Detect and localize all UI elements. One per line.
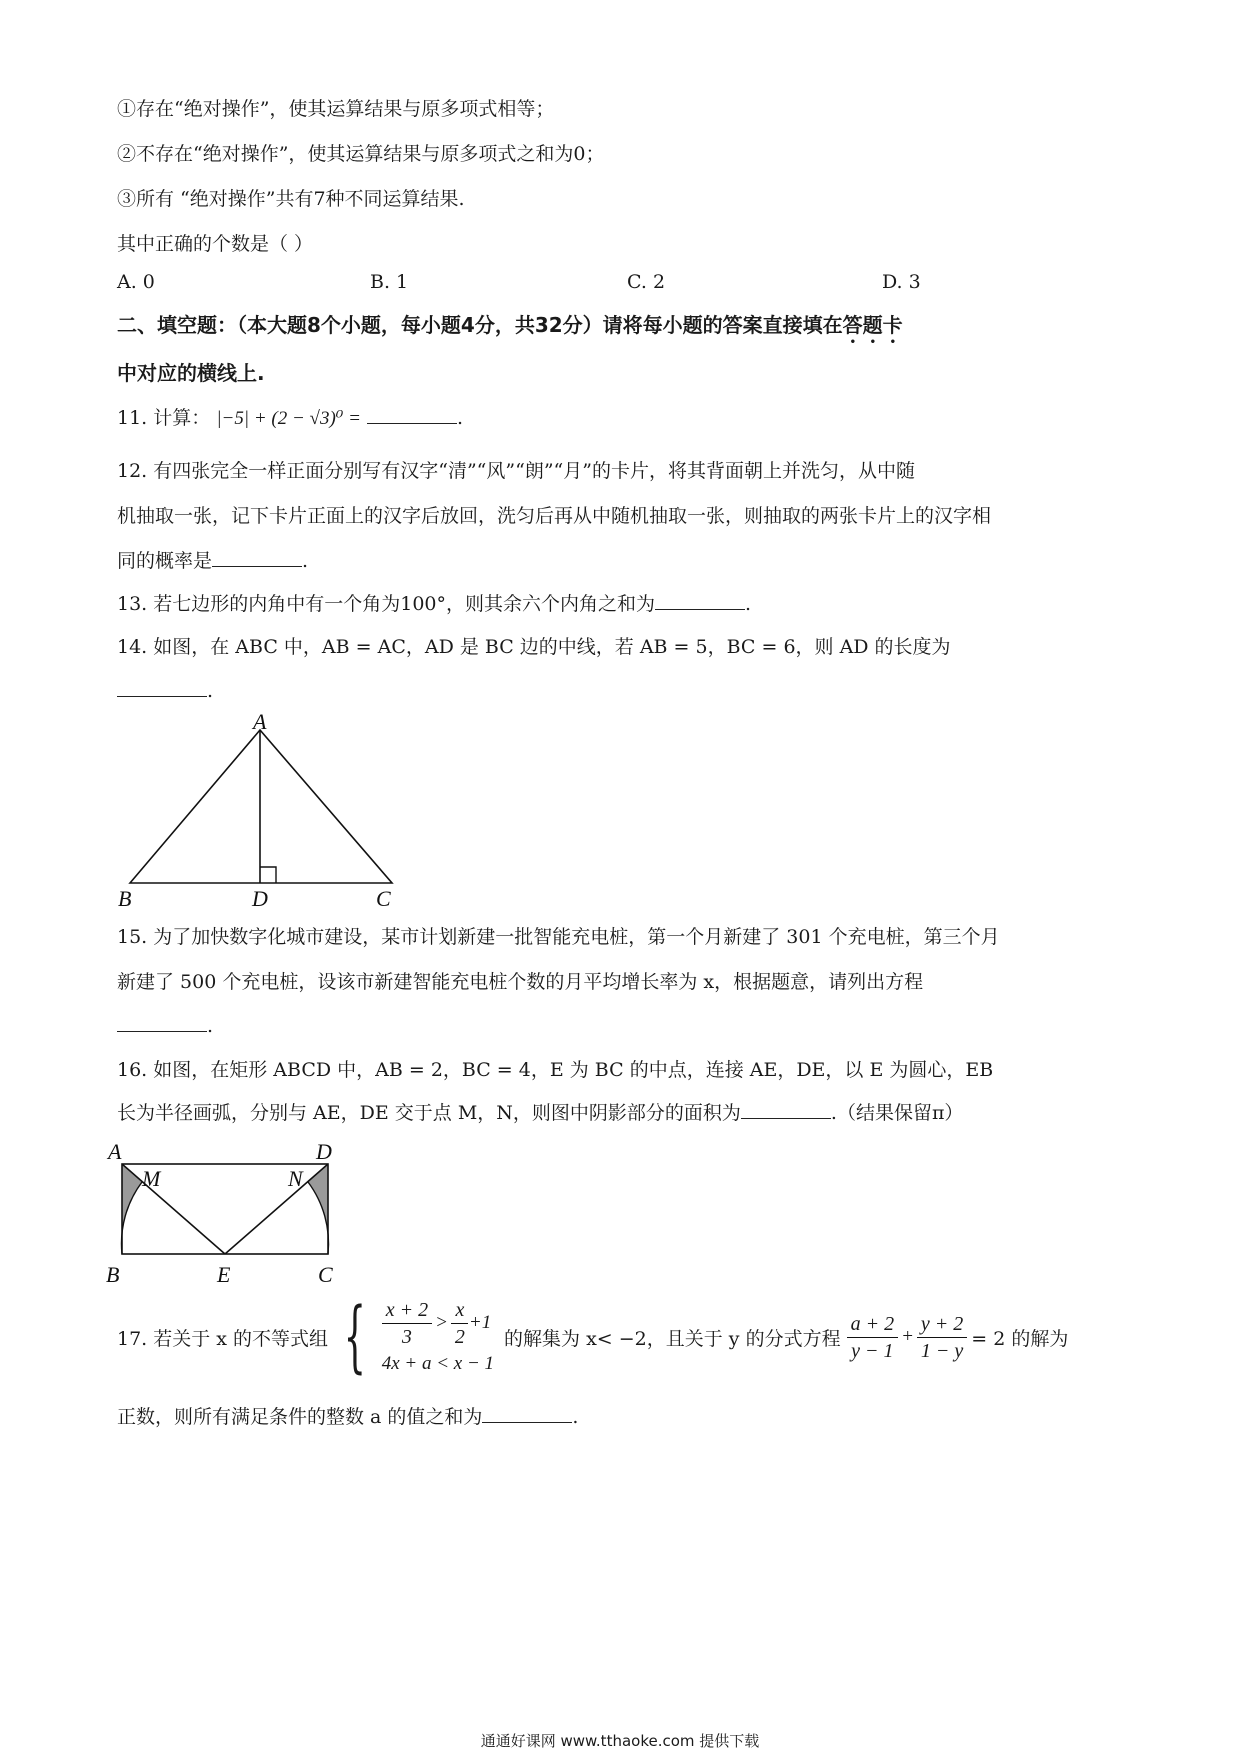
question-16-line1: 16. 如图，在矩形 ABCD 中，AB = 2，BC = 4，E 为 BC 的中点，连接 AE，DE，以 E 为圆心，EB [117,1059,994,1081]
inequality-system [382,1297,494,1378]
fraction [451,1297,469,1350]
section-heading-dotted: 答题卡 [842,313,903,337]
page-footer: 通通好课网 www.tthaoke.com 提供下载 [480,1732,760,1750]
shaded-region-left [121,1164,142,1254]
answer-blank [117,1013,207,1032]
statement-2: ②不存在“绝对操作”，使其运算结果与原多项式之和为0； [117,143,605,165]
q17-prefix: 17. 若关于 x 的不等式组 [117,1327,329,1350]
section-heading-main: 二、填空题：（本大题8个小题，每小题4分，共32分）请将每小题的答案直接填在 [117,313,843,337]
q11-expression: |−5| + (2 − √3)⁰ = [216,408,361,429]
question-15-line1: 15. 为了加快数字化城市建设，某市计划新建一批智能充电桩，第一个月新建了 301 个充电桩，第三个月 [117,926,1000,948]
question-16-line2 [117,1100,1123,1126]
system-brace: { [343,1292,367,1382]
question-12-line3 [117,548,1123,574]
question-17-line1 [117,1292,1068,1382]
question-12-line1: 12. 有四张完全一样正面分别写有汉字“清”“风”“朗”“月”的卡片，将其背面朝上并洗匀，从中随 [117,460,915,482]
fraction [382,1297,432,1350]
section-heading-line2 [117,360,1123,386]
statement-3: ③所有 “绝对操作”共有7种不同运算结果. [117,188,465,210]
label-c: C [318,1262,333,1287]
numerator: y + 2 [917,1311,967,1338]
section-heading-line2-text: 中对应的横线上 [117,361,257,385]
label-m: M [142,1166,161,1191]
q12-end: . [302,550,309,572]
question-12-line2: 机抽取一张，记下卡片正面上的汉字后放回，洗匀后再从中随机抽取一张，则抽取的两张卡片上的汉字相 [117,505,992,527]
q14-end: . [207,680,214,702]
label-b: B [106,1262,120,1287]
right-angle-mark [260,867,276,883]
denominator: 1 − y [920,1339,964,1362]
option-b: B. 1 [370,271,409,293]
answer-blank [367,405,457,424]
rectangle-figure [106,1134,346,1294]
triangle-abc [130,730,392,883]
plus-one: +1 [468,1312,492,1333]
answer-blank [655,591,745,610]
numerator: x + 2 [382,1297,432,1324]
label-c: C [376,886,391,911]
q15-end: . [207,1015,214,1037]
q17-line2-text: 正数，则所有满足条件的整数 a 的值之和为 [117,1406,483,1428]
question-prompt: 其中正确的个数是（ ） [117,233,314,255]
label-a: A [108,1139,122,1164]
answer-blank [117,678,207,697]
question-15-line3 [117,1013,1123,1039]
option-a: A. 0 [117,271,155,293]
denominator: 3 [401,1325,412,1348]
q17-end: . [572,1406,579,1428]
inequality-2: 4x + a < x − 1 [381,1352,495,1374]
numerator: a + 2 [847,1311,899,1338]
plus-sign: + [901,1326,914,1347]
denominator: y − 1 [851,1339,894,1362]
shaded-region-right [308,1164,329,1254]
question-14-line1: 14. 如图，在 ABC 中，AB = AC，AD 是 BC 边的中线，若 AB = 5，BC = 6，则 AD 的长度为 [117,636,951,658]
triangle-figure [110,712,410,912]
numerator: x [451,1297,468,1324]
q17-mid: 的解集为 x< −2，且关于 y 的分式方程 [504,1327,841,1350]
q13-end: . [745,593,752,615]
label-d: D [316,1139,332,1164]
fraction [917,1311,967,1364]
option-c: C. 2 [627,271,666,293]
answer-blank [482,1404,572,1423]
segment-ae [122,1164,225,1254]
label-a: A [253,712,267,734]
fraction [847,1311,899,1364]
question-14-line2 [117,678,1123,704]
q12-line3-text: 同的概率是 [117,550,213,572]
greater-than: > [435,1312,448,1333]
answer-blank [212,548,302,567]
question-13 [117,591,1123,617]
question-11 [117,405,1123,432]
q17-eq: = 2 的解为 [971,1327,1069,1350]
q11-end: . [457,407,464,429]
inequality-1 [382,1297,494,1350]
label-d: D [252,886,268,911]
denominator: 2 [454,1325,465,1348]
statement-1: ①存在“绝对操作”，使其运算结果与原多项式相等； [117,98,555,120]
q11-number: 11. 计算： [117,407,211,429]
question-17-line2 [117,1404,1123,1430]
label-n: N [288,1166,303,1191]
section-heading-line2-end: . [257,361,265,385]
segment-de [225,1164,328,1254]
option-d: D. 3 [882,271,921,293]
answer-blank [741,1100,831,1119]
q16-line2-end: .（结果保留π） [830,1102,964,1124]
section-heading [117,312,1123,348]
label-e: E [217,1262,231,1287]
question-15-line2: 新建了 500 个充电桩，设该市新建智能充电桩个数的月平均增长率为 x，根据题意，请列出方程 [117,971,924,993]
q16-line2-text: 长为半径画弧，分别与 AE，DE 交于点 M，N，则图中阴影部分的面积为 [117,1102,741,1124]
label-b: B [118,886,132,911]
q13-text: 13. 若七边形的内角中有一个角为100°，则其余六个内角之和为 [117,593,656,615]
